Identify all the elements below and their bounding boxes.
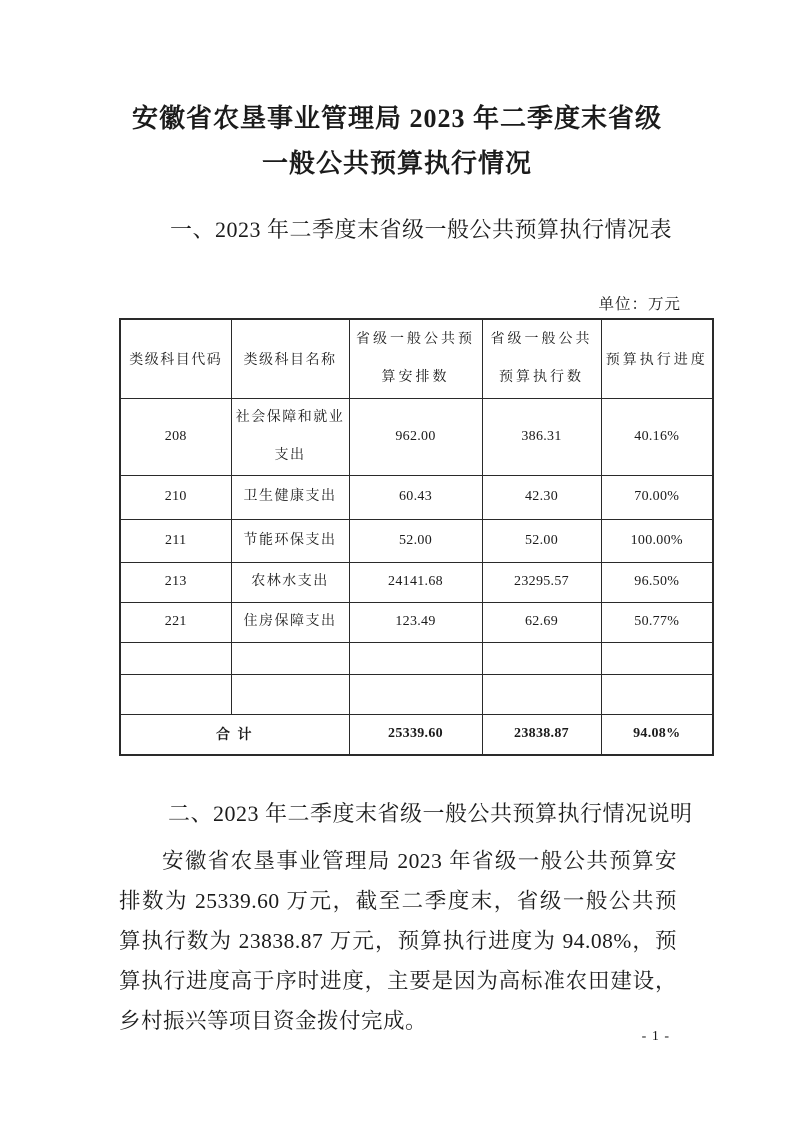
cell-progress [601, 674, 713, 714]
cell-progress [601, 642, 713, 674]
table-row [120, 602, 713, 642]
cell-progress: 96.50% [601, 562, 713, 602]
header-subject-name: 类级科目名称 [231, 319, 349, 398]
table-row-empty [120, 642, 713, 674]
cell-total-progress: 94.08% [601, 714, 713, 755]
explanation-paragraph: 安徽省农垦事业管理局 2023 年省级一般公共预算安排数为 25339.60 万元，截至二季度末，省级一般公共预算执行数为 23838.87 万元，预算执行进度为 94.08%，预算执行进度高于序时进度，主要是因为高标准农田建设，乡村振兴等项目资金拨付完成。 [119, 849, 677, 1033]
cell-arranged: 962.00 [349, 398, 482, 475]
header-progress: 预算执行进度 [601, 319, 713, 398]
cell-progress: 40.16% [601, 398, 713, 475]
cell-code [120, 642, 231, 674]
header-arranged-amount: 省级一般公共预算安排数 [349, 319, 482, 398]
cell-name [231, 642, 349, 674]
table-row [120, 475, 713, 519]
cell-arranged: 52.00 [349, 519, 482, 562]
cell-executed: 386.31 [482, 398, 601, 475]
cell-executed: 42.30 [482, 475, 601, 519]
cell-name: 农林水支出 [231, 562, 349, 602]
table-row [120, 398, 713, 475]
cell-arranged [349, 674, 482, 714]
cell-progress: 100.00% [601, 519, 713, 562]
cell-name [231, 674, 349, 714]
cell-arranged: 60.43 [349, 475, 482, 519]
cell-code: 211 [120, 519, 231, 562]
cell-name: 卫生健康支出 [231, 475, 349, 519]
cell-executed: 62.69 [482, 602, 601, 642]
table-header-row [120, 319, 713, 398]
cell-name: 住房保障支出 [231, 602, 349, 642]
unit-note: 单位：万元 [598, 296, 681, 313]
header-subject-code: 类级科目代码 [120, 319, 231, 398]
cell-progress: 50.77% [601, 602, 713, 642]
page-title-line1: 安徽省农垦事业管理局 2023 年二季度末省级 [131, 104, 662, 133]
table-total-row [120, 714, 713, 755]
page-title-line2: 一般公共预算执行情况 [261, 149, 532, 178]
cell-progress: 70.00% [601, 475, 713, 519]
section1-heading: 一、2023 年二季度末省级一般公共预算执行情况表 [170, 217, 673, 242]
section2-heading: 二、2023 年二季度末省级一般公共预算执行情况说明 [168, 801, 693, 826]
table-row-empty [120, 674, 713, 714]
table-row [120, 562, 713, 602]
page-title [0, 96, 794, 186]
cell-executed: 52.00 [482, 519, 601, 562]
budget-execution-table [119, 318, 714, 756]
cell-arranged [349, 642, 482, 674]
cell-code [120, 674, 231, 714]
cell-code: 210 [120, 475, 231, 519]
cell-executed [482, 674, 601, 714]
cell-name: 社会保障和就业支出 [231, 398, 349, 475]
cell-executed [482, 642, 601, 674]
header-executed-amount: 省级一般公共预算执行数 [482, 319, 601, 398]
cell-total-label: 合 计 [120, 714, 349, 755]
cell-total-executed: 23838.87 [482, 714, 601, 755]
cell-name: 节能环保支出 [231, 519, 349, 562]
table-row [120, 519, 713, 562]
cell-code: 213 [120, 562, 231, 602]
cell-arranged: 123.49 [349, 602, 482, 642]
cell-arranged: 24141.68 [349, 562, 482, 602]
page-number: - 1 - [641, 1029, 670, 1044]
cell-total-arranged: 25339.60 [349, 714, 482, 755]
cell-code: 221 [120, 602, 231, 642]
cell-executed: 23295.57 [482, 562, 601, 602]
cell-code: 208 [120, 398, 231, 475]
